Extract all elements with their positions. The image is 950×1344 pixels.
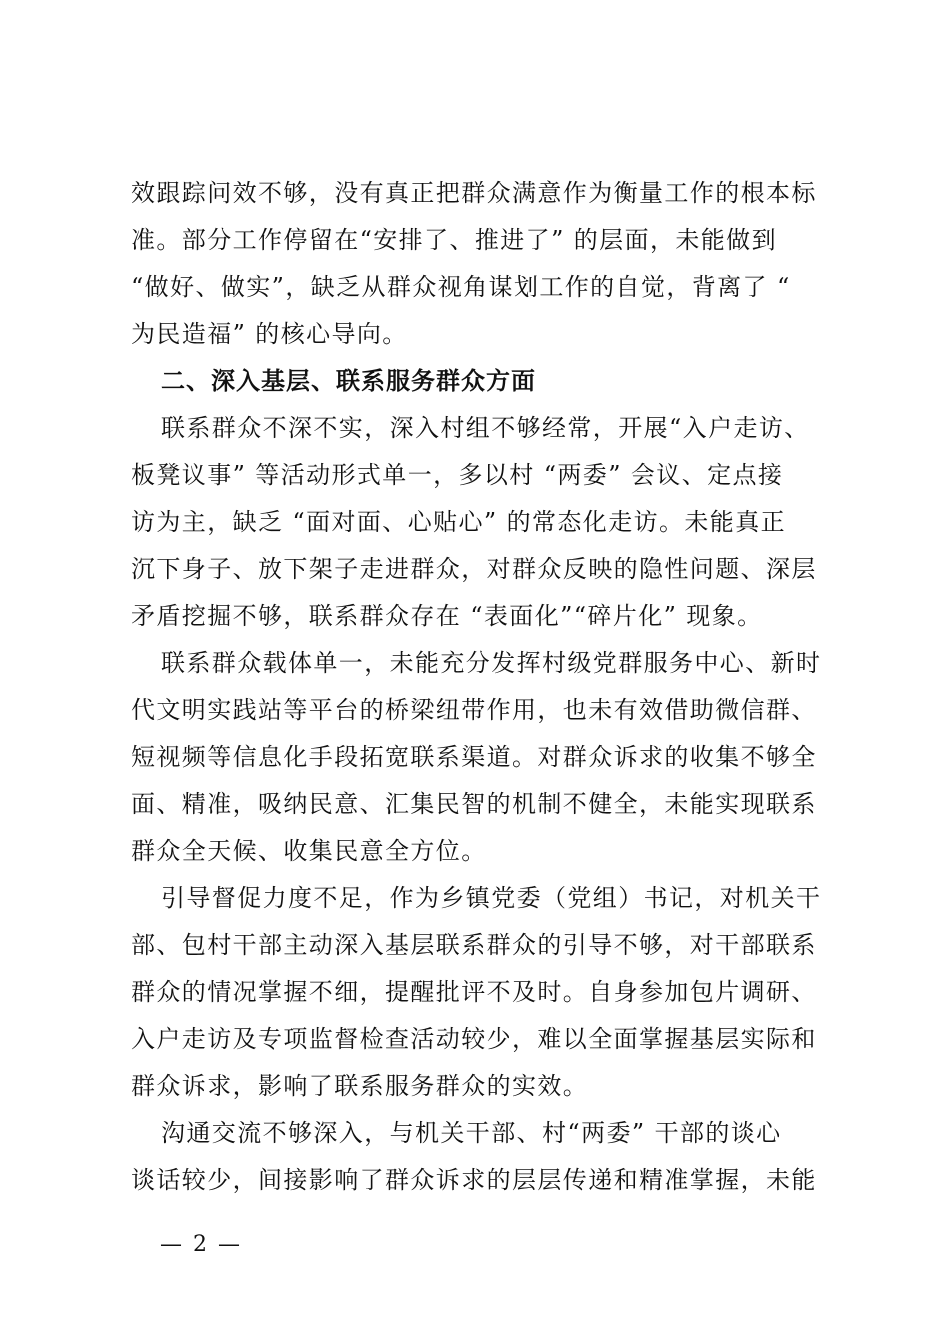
paragraph-first-line: 沟通交流不够深入，与机关干部、村“两委” 干部的谈心 bbox=[161, 1119, 782, 1147]
paragraph-first-line: 引导督促力度不足，作为乡镇党委（党组）书记，对机关干 bbox=[161, 884, 822, 912]
text-line: 面、精准，吸纳民意、汇集民智的机制不健全，未能实现联系 bbox=[131, 790, 817, 818]
text-line: 群众全天候、收集民意全方位。 bbox=[131, 837, 487, 865]
paragraph-first-line: 联系群众载体单一，未能充分发挥村级党群服务中心、新时 bbox=[161, 649, 822, 677]
text-line: 为民造福” 的核心导向。 bbox=[131, 320, 408, 348]
text-line: 效跟踪问效不够，没有真正把群众满意作为衡量工作的根本标 bbox=[131, 179, 817, 207]
text-line: “做好、做实”，缺乏从群众视角谋划工作的自觉，背离了 “ bbox=[131, 273, 791, 301]
text-line: 入户走访及专项监督检查活动较少，难以全面掌握基层实际和 bbox=[131, 1025, 817, 1053]
text-line: 短视频等信息化手段拓宽联系渠道。对群众诉求的收集不够全 bbox=[131, 743, 817, 771]
page-number: — 2 — bbox=[160, 1232, 242, 1257]
text-line: 板凳议事” 等活动形式单一，多以村 “两委” 会议、定点接 bbox=[131, 461, 784, 489]
text-line: 代文明实践站等平台的桥梁纽带作用，也未有效借助微信群、 bbox=[131, 696, 817, 724]
text-line: 沉下身子、放下架子走进群众，对群众反映的隐性问题、深层 bbox=[131, 555, 817, 583]
body-text bbox=[131, 170, 831, 1204]
section-heading: 二、深入基层、联系服务群众方面 bbox=[161, 367, 536, 395]
paragraph-first-line: 联系群众不深不实，深入村组不够经常，开展“入户走访、 bbox=[161, 414, 810, 442]
text-line: 部、包村干部主动深入基层联系群众的引导不够，对干部联系 bbox=[131, 931, 817, 959]
text-line: 访为主，缺乏 “面对面、心贴心” 的常态化走访。未能真正 bbox=[131, 508, 786, 536]
text-line: 群众诉求，影响了联系服务群众的实效。 bbox=[131, 1072, 589, 1100]
text-line: 谈话较少，间接影响了群众诉求的层层传递和精准掌握，未能 bbox=[131, 1166, 817, 1194]
text-line: 准。部分工作停留在“安排了、推进了” 的层面，未能做到 bbox=[131, 226, 777, 254]
text-line: 矛盾挖掘不够，联系群众存在 “表面化”“碎片化” 现象。 bbox=[131, 602, 763, 630]
text-line: 群众的情况掌握不细，提醒批评不及时。自身参加包片调研、 bbox=[131, 978, 817, 1006]
